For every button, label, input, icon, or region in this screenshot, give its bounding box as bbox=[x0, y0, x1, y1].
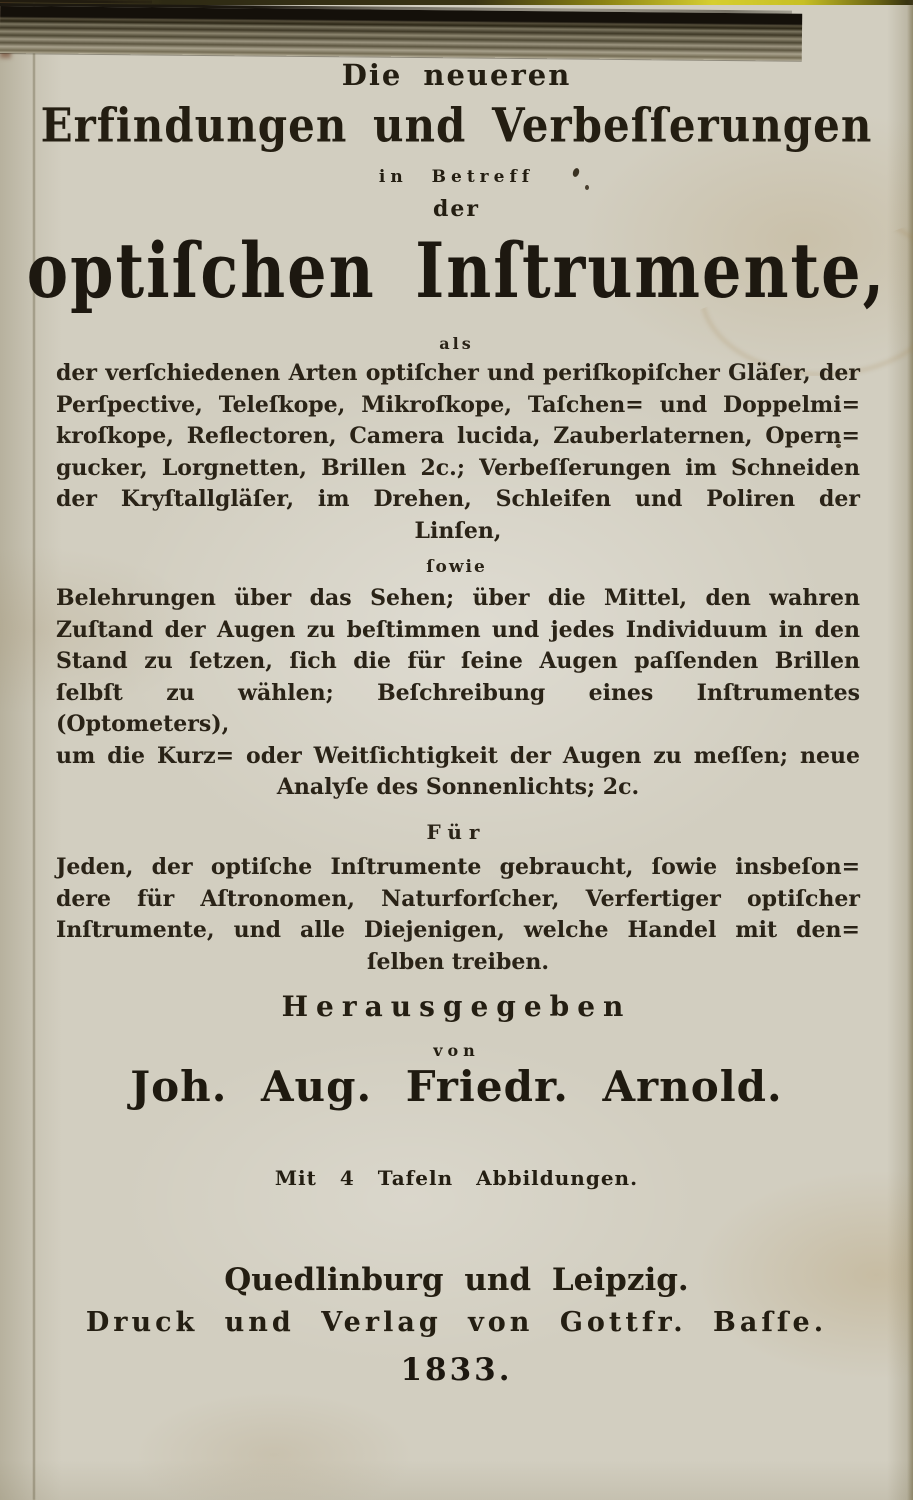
paragraph-line: ſelben treiben. bbox=[367, 948, 549, 975]
paragraph-line: kroſkope, Reflectoren, Camera lucida, Zauberlaternen, Opern= bbox=[56, 423, 860, 449]
paragraph-line: gucker, Lorgnetten, Brillen 2c.; Verbeſſerungen im Schneiden bbox=[56, 454, 860, 481]
paragraph-line: um die Kurz= oder Weitſichtigkeit der Augen zu meſſen; neue bbox=[56, 742, 860, 769]
connector-sowie: ſowie bbox=[426, 557, 487, 577]
plates-note: Mit 4 Tafeln Abbildungen. bbox=[274, 1166, 639, 1190]
imprint-city: Quedlinburg und Leipzig. bbox=[224, 1262, 689, 1298]
von-line: von bbox=[433, 1041, 480, 1060]
paragraph-line: der Kryſtallgläſer, im Drehen, Schleifen und Poliren der bbox=[56, 486, 860, 512]
subject-paragraph-1 bbox=[56, 358, 860, 547]
paragraph-line: dere für Aſtronomen, Naturforſcher, Verfertiger optiſcher bbox=[56, 885, 860, 912]
imprint-publisher: Druck und Verlag von Gottfr. Baſſe. bbox=[85, 1307, 828, 1338]
paragraph-line: Linſen, bbox=[414, 517, 502, 544]
connector-als: als bbox=[439, 334, 474, 353]
paragraph-line: ſelbſt zu wählen; Beſchreibung eines Inſtrumentes (Optometers), bbox=[56, 679, 860, 737]
subject-paragraph-2 bbox=[56, 583, 860, 804]
title-line-2: Erfindungen und Verbeſſerungen bbox=[40, 98, 873, 153]
author-name: Joh. Aug. Friedr. Arnold. bbox=[130, 1062, 783, 1111]
paragraph-line: der verſchiedenen Arten optiſcher und periſkopiſcher Gläſer, der bbox=[56, 360, 860, 386]
imprint-year: 1833. bbox=[400, 1352, 513, 1388]
paragraph-line: Analyſe des Sonnenlichts; 2c. bbox=[276, 774, 640, 800]
title-line-4: der bbox=[433, 196, 480, 222]
paragraph-line: Perſpective, Teleſkope, Mikroſkope, Taſchen= und Doppelmi= bbox=[56, 391, 860, 418]
ornamental-rule-thick bbox=[0, 6, 802, 61]
herausgegeben-line: Herausgegeben bbox=[281, 990, 632, 1023]
paragraph-line: Stand zu ſetzen, ſich die für ſeine Augen paſſenden Brillen bbox=[56, 648, 860, 674]
paragraph-line: Inſtrumente, und alle Diejenigen, welche Handel mit den= bbox=[56, 917, 860, 943]
paragraph-line: Jeden, der optiſche Inſtrumente gebraucht, ſowie insbeſon= bbox=[56, 854, 860, 880]
paragraph-line: Zuſtand der Augen zu beſtimmen und jedes Individuum in den bbox=[56, 616, 860, 643]
main-title: optiſchen Inſtrumente, bbox=[26, 226, 887, 316]
title-line-1: Die neueren bbox=[341, 58, 572, 92]
paragraph-line: Belehrungen über das Sehen; über die Mittel, den wahren bbox=[56, 585, 860, 611]
audience-heading: Für bbox=[426, 820, 487, 844]
title-line-3: in Betreff bbox=[378, 167, 535, 187]
audience-paragraph bbox=[56, 852, 860, 978]
